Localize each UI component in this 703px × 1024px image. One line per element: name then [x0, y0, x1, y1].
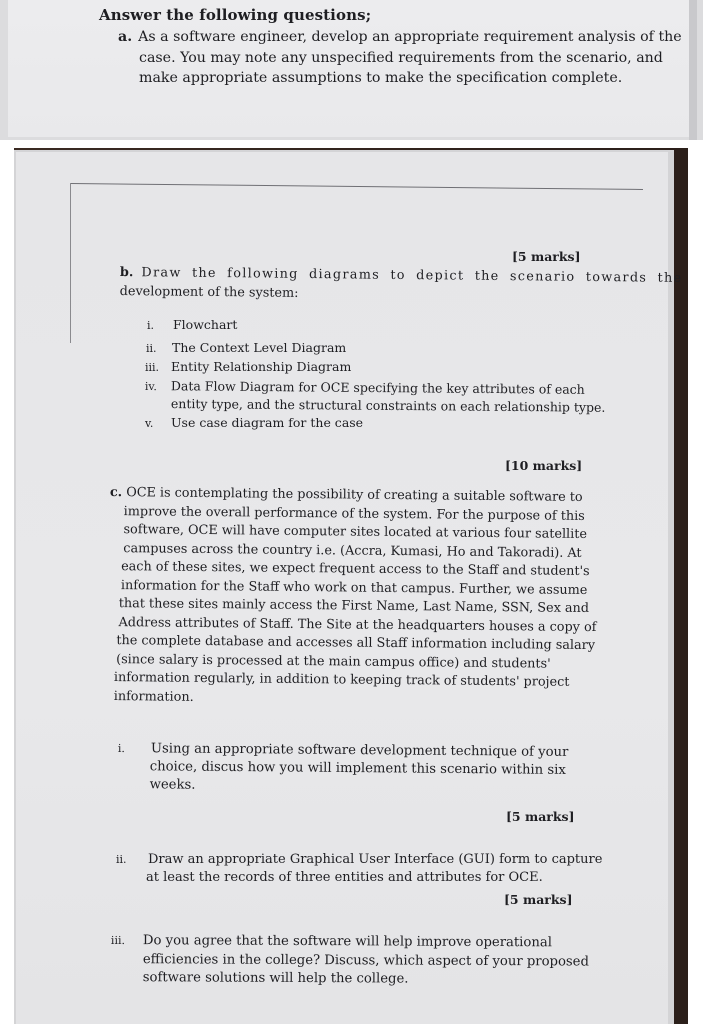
question-c-line-3: software, OCE will have computer sites located at various four satellite: [123, 522, 588, 542]
sub-question-i: i. Using an appropriate software development technique of your choice, discus how you will implement this scenario within six weeks.: [117, 741, 569, 793]
question-c: [108, 484, 598, 711]
list-item-v: v. Use case diagram for the case: [145, 415, 364, 430]
top-sheet: [0, 0, 703, 140]
question-c-line-10: (since salary is processed at the main campus office) and students': [116, 651, 551, 672]
question-c-line-7: that these sites mainly access the First Name, Last Name, SSN, Sex and: [118, 596, 590, 617]
question-c-label: c.: [109, 484, 123, 501]
list-item-iv-cont: entity type, and the structural constraints on each relationship type.: [170, 395, 606, 415]
question-b-line-1: Draw the following diagrams to depict the scenario towards the: [141, 265, 683, 286]
sub-question-ii: ii. Draw an appropriate Graphical User Interface (GUI) form to capture at least the records of three entities and attributes for OCE.: [116, 852, 603, 885]
marks-sub-ii: [5 marks]: [504, 892, 573, 907]
list-item-iv: iv. Data Flow Diagram for OCE specifying the key attributes of each: [144, 378, 585, 397]
questions-heading: Answer the following questions;: [99, 6, 372, 24]
question-c-line-9: the complete database and accesses all Staff information including salary: [116, 633, 596, 654]
sub-question-iii-num: iii.: [110, 934, 126, 948]
question-c-line-1: OCE is contemplating the possibility of creating a suitable software to: [126, 485, 583, 505]
question-c-line-8: Address attributes of Staff. The Site at the headquarters houses a copy of: [118, 614, 597, 635]
marks-b: [10 marks]: [505, 458, 583, 473]
sub-question-i-num: i.: [117, 741, 125, 756]
question-a-line-1: As a software engineer, develop an appropriate requirement analysis of the: [138, 29, 682, 45]
question-b: [120, 264, 683, 307]
question-b-label: b.: [119, 264, 134, 281]
question-c-line-2: improve the overall performance of the system. For the purpose of this: [123, 503, 585, 524]
question-c-line-11: information regularly, in addition to keeping track of students' project: [113, 670, 570, 690]
question-b-line-2: development of the system:: [119, 283, 299, 301]
marks-a: [5 marks]: [512, 249, 581, 264]
photo-page: [0, 148, 703, 1024]
question-a-label: a.: [118, 29, 133, 45]
question-c-line-12: information.: [113, 688, 194, 705]
question-a: [118, 27, 682, 89]
marks-sub-i: [5 marks]: [506, 809, 575, 824]
list-item-i: i. Flowchart: [147, 317, 238, 332]
top-sheet-edge: [689, 0, 697, 140]
question-c-line-6: information for the Staff who work on that campus. Further, we assume: [120, 577, 588, 598]
sub-question-ii-num: ii.: [116, 853, 127, 866]
question-a-line-2: case. You may note any unspecified requirements from the scenario, and: [139, 49, 663, 66]
list-item-ii: ii. The Context Level Diagram: [146, 340, 347, 355]
list-item-iii: iii. Entity Relationship Diagram: [145, 359, 352, 374]
page-content: [0, 148, 703, 1024]
sub-question-iii: iii. Do you agree that the software will help improve operational efficiencies in the college? Discuss, which aspect of your proposed software solutions will help the college.: [110, 933, 589, 987]
question-c-line-5: each of these sites, we expect frequent access to the Staff and student's: [121, 559, 590, 580]
question-c-line-4: campuses across the country i.e. (Accra, Kumasi, Ho and Takoradi). At: [123, 540, 582, 561]
question-a-line-3: make appropriate assumptions to make the specification complete.: [139, 70, 623, 86]
